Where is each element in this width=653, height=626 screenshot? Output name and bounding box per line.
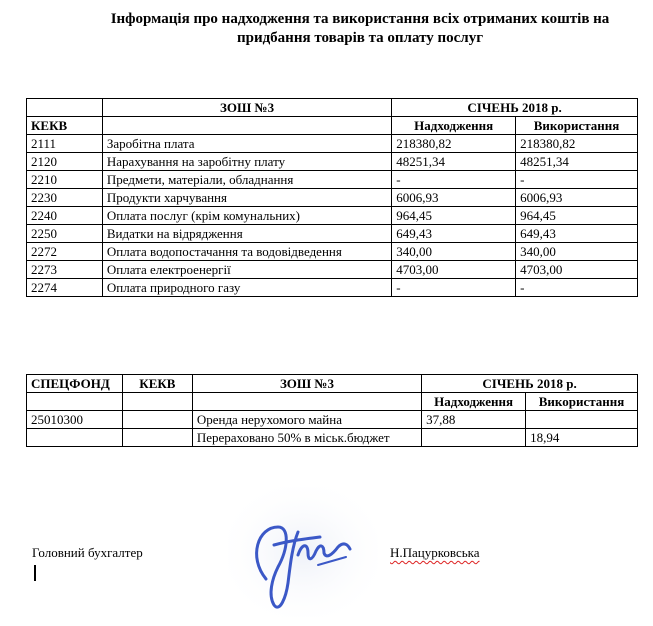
item-name-cell: Заробітна плата	[102, 135, 391, 153]
table1-header-row-2	[27, 117, 638, 135]
table2-fund-header: СПЕЦФОНД	[27, 375, 123, 393]
usage-cell: 649,43	[516, 225, 638, 243]
table2-header-row-1	[27, 375, 638, 393]
kekv-cell	[122, 429, 192, 447]
table2-header-row-2	[27, 393, 638, 411]
usage-cell: 964,45	[516, 207, 638, 225]
kekv-cell: 2120	[27, 153, 103, 171]
table1-period-header: СІЧЕНЬ 2018 р.	[392, 99, 638, 117]
table2-body	[27, 411, 638, 447]
income-cell	[422, 429, 526, 447]
item-name-cell: Оплата послуг (крім комунальних)	[102, 207, 391, 225]
item-name-cell: Продукти харчування	[102, 189, 391, 207]
kekv-cell: 2273	[27, 261, 103, 279]
accountant-name: Н.Пацурковська	[390, 545, 480, 560]
kekv-cell	[122, 411, 192, 429]
table2-blank-1	[27, 393, 123, 411]
table2-row	[27, 429, 638, 447]
table2-school-header: ЗОШ №3	[192, 375, 421, 393]
fund-code-cell	[27, 429, 123, 447]
table1-header-row-1	[27, 99, 638, 117]
table1-usage-header: Використання	[516, 117, 638, 135]
title-line-2: придбання товарів та оплату послуг	[236, 30, 484, 46]
kekv-cell: 2240	[27, 207, 103, 225]
usage-cell: 4703,00	[516, 261, 638, 279]
item-name-cell: Видатки на відрядження	[102, 225, 391, 243]
item-name-cell: Оплата електроенергії	[102, 261, 391, 279]
table1-row	[27, 225, 638, 243]
table1-income-header: Надходження	[392, 117, 516, 135]
table1-row	[27, 153, 638, 171]
table1-school-header: ЗОШ №3	[102, 99, 391, 117]
item-name-cell: Оренда нерухомого майна	[192, 411, 421, 429]
fund-code-cell: 25010300	[27, 411, 123, 429]
income-cell: 964,45	[392, 207, 516, 225]
general-fund-table	[26, 98, 638, 297]
income-cell: 48251,34	[392, 153, 516, 171]
table1-row	[27, 207, 638, 225]
usage-cell: 6006,93	[516, 189, 638, 207]
income-cell: 218380,82	[392, 135, 516, 153]
item-name-cell: Перераховано 50% в міськ.бюджет	[192, 429, 421, 447]
table1-row	[27, 189, 638, 207]
income-cell: 4703,00	[392, 261, 516, 279]
item-name-cell: Оплата водопостачання та водовідведення	[102, 243, 391, 261]
item-name-cell: Предмети, матеріали, обладнання	[102, 171, 391, 189]
usage-cell: -	[516, 279, 638, 297]
income-cell: 649,43	[392, 225, 516, 243]
income-cell: 340,00	[392, 243, 516, 261]
table1-header-blank	[102, 117, 391, 135]
table1-row	[27, 279, 638, 297]
table1-row	[27, 243, 638, 261]
special-fund-table	[26, 374, 638, 447]
kekv-cell: 2230	[27, 189, 103, 207]
table2-usage-header: Використання	[526, 393, 638, 411]
table1-row	[27, 171, 638, 189]
chief-accountant-label: Головний бухгалтер	[32, 545, 143, 560]
item-name-cell: Оплата природного газу	[102, 279, 391, 297]
table1-row	[27, 261, 638, 279]
text-cursor	[34, 565, 36, 581]
usage-cell: 218380,82	[516, 135, 638, 153]
handwritten-signature	[228, 487, 378, 617]
table1-kekv-header: КЕКВ	[27, 117, 103, 135]
table1-header-empty	[27, 99, 103, 117]
item-name-cell: Нарахування на заробітну плату	[102, 153, 391, 171]
table2-kekv-header: КЕКВ	[122, 375, 192, 393]
usage-cell: 340,00	[516, 243, 638, 261]
usage-cell: 48251,34	[516, 153, 638, 171]
usage-cell: -	[516, 171, 638, 189]
table2-blank-3	[192, 393, 421, 411]
kekv-cell: 2272	[27, 243, 103, 261]
income-cell: 37,88	[422, 411, 526, 429]
usage-cell: 18,94	[526, 429, 638, 447]
income-cell: -	[392, 171, 516, 189]
usage-cell	[526, 411, 638, 429]
income-cell: 6006,93	[392, 189, 516, 207]
kekv-cell: 2274	[27, 279, 103, 297]
income-cell: -	[392, 279, 516, 297]
table2-period-header: СІЧЕНЬ 2018 р.	[422, 375, 638, 393]
table2-row	[27, 411, 638, 429]
table1-row	[27, 135, 638, 153]
kekv-cell: 2210	[27, 171, 103, 189]
table1-body	[27, 135, 638, 297]
title-line-1: Інформація про надходження та використання всіх отриманих коштів на	[110, 11, 610, 27]
table2-blank-2	[122, 393, 192, 411]
kekv-cell: 2250	[27, 225, 103, 243]
table2-income-header: Надходження	[422, 393, 526, 411]
kekv-cell: 2111	[27, 135, 103, 153]
document-title	[60, 10, 653, 48]
